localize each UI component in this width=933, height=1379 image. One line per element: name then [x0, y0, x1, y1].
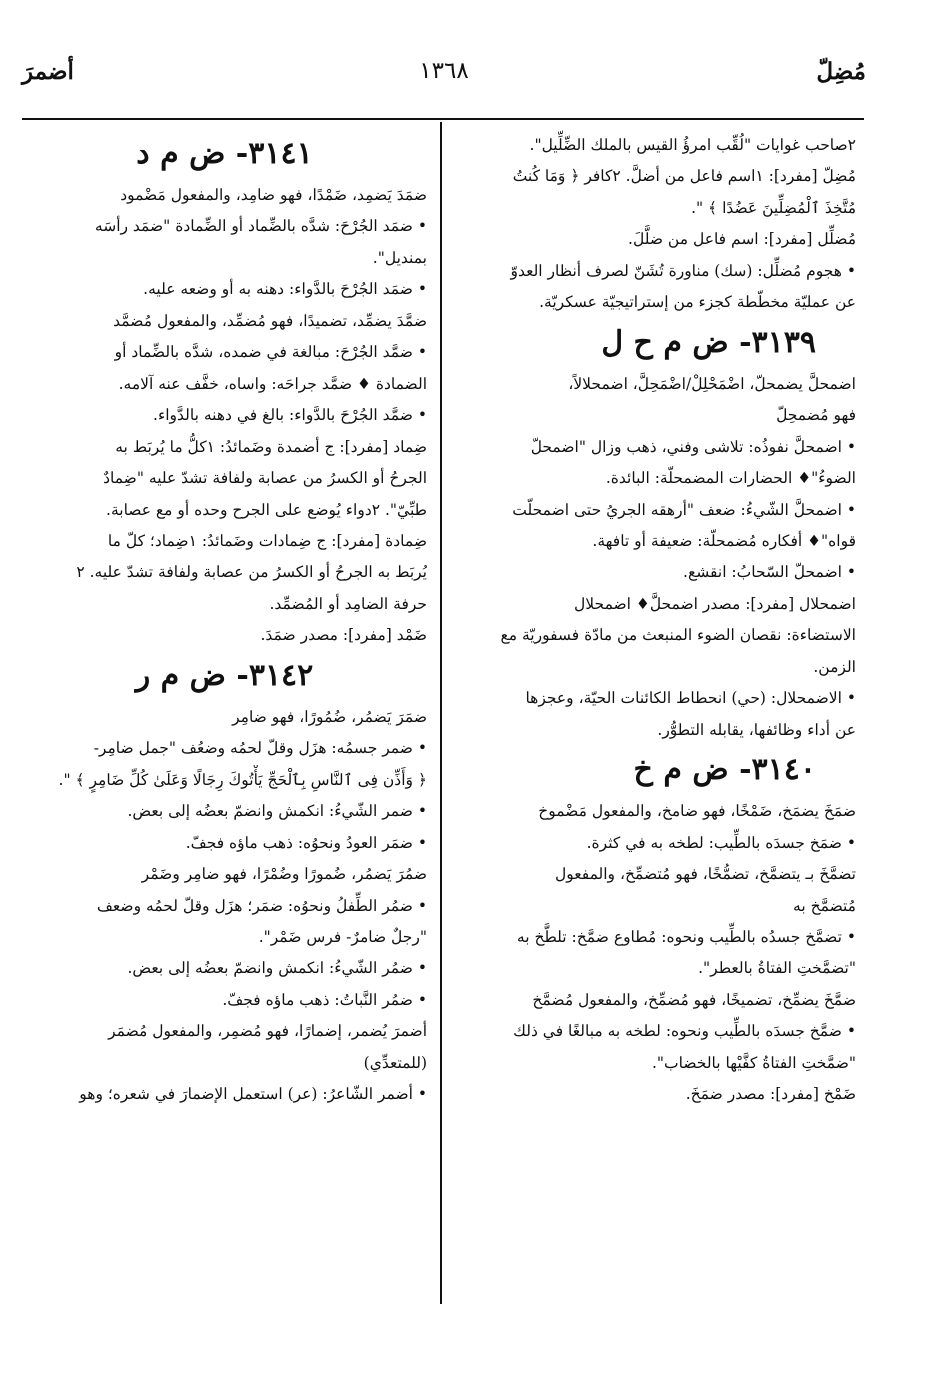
entry-line: عن عمليّة مخطّطة كجزء من إستراتيجيّة عسكريّة. — [539, 293, 856, 312]
entry-line: مُتَّخِذَ ٱلْمُضِلِّينَ عَضُدًا ﴾ ". — [691, 198, 856, 217]
entry-line: يُربَط به الجرحُ أو الكسرُ من عصابة ولفافة تشدّ عليه. ٢ — [76, 563, 427, 582]
entry-line: • ضمُر الشّيءُ: انكمش وانضمّ بعضُه إلى بعض. — [127, 959, 427, 978]
entry-line: • ضمر الشّيءُ: انكمش وانضمّ بعضُه إلى بعض. — [127, 802, 427, 821]
entry-line: • ضمُر الطِّفلُ ونحوُه: ضمَر؛ هزَل وقلّ لحمُه وضعف — [96, 896, 427, 915]
entry-line: ضمَخَ يضمَخ، ضَمْخًا، فهو ضامخ، والمفعول مَضْموخ — [538, 802, 856, 821]
entry-line: مُتضمَّخ به — [793, 896, 856, 915]
entry-line: ضِمادة [مفرد]: ج ضِمادات وضَمائدُ: ١ضِماد؛ كلّ ما — [107, 531, 427, 550]
page-header — [22, 58, 866, 102]
entry-line: "رجلٌ ضامرٌ- فرس ضَمْر". — [258, 927, 427, 946]
header-rule — [22, 118, 864, 120]
entry-line: • اضمحلَّ الشّيءُ: ضعف "أرهقه الجريُ حتى اضمحلّت — [512, 500, 856, 519]
entry-line: ضَمْد [مفرد]: مصدر ضمَدَ. — [260, 626, 427, 645]
entry-line: ضمَّدَ يضمِّد، تضميدًا، فهو مُضمِّد، والمفعول مُضمَّد — [113, 311, 427, 330]
entry-line: ٢صاحب غوايات "لُقِّب امرؤُ القيس بالملك الضِّلِّيل". — [529, 136, 856, 154]
entry-line: عن أداء وظائفها، يقابله التطوُّر. — [657, 720, 856, 739]
entry-line: • اضمحلَّ نفوذُه: تلاشى وفني، ذهب وزال "اضمحلّ — [530, 437, 856, 456]
entry-line: قواه"♦ أفكاره مُضمحلّة: ضعيفة أو تافهة. — [592, 531, 856, 550]
entry-line: الجرحُ أو الكسرُ من عصابة ولفافة تشدّ عليه "ضِمادٌ — [103, 469, 427, 488]
entry-line: • الاضمحلال: (حي) انحطاط الكائنات الحيّة، وعجزها — [525, 689, 856, 708]
page-number: ١٣٦٨ — [419, 58, 469, 84]
entry-line: تضمَّخَ بـ يتضمَّخ، تضمُّخًا، فهو مُتضمِّخ، والمفعول — [554, 865, 856, 884]
entry-line: الضمادة ♦ ضمَّد جراحَه: واساه، خفَّف عنه آلامه. — [118, 374, 427, 393]
entry-line: أضمرَ يُضمر، إضمارًا، فهو مُضمِر، والمفعول مُضمَر — [108, 1022, 427, 1041]
entry-line: • أضمر الشّاعرُ: (عر) استعمل الإضمارَ في شعره؛ وهو — [79, 1085, 427, 1104]
entry-line: ضمُرَ يَضمُر، ضُمورًا وضُمْرًا، فهو ضامِر وضَمْر — [141, 865, 427, 884]
entry-line: • تضمَّخ جسدُه بالطِّيب ونحوه: مُطاوع ضمَّخ: تلطَّخ به — [516, 927, 856, 946]
entry-line: • ضمَر العودُ ونحوُه: ذهب ماؤه فجفّ. — [185, 833, 427, 852]
header-guide-word-left: أضمرَ — [22, 58, 74, 85]
entry-line: ضَمْخ [مفرد]: مصدر ضمَخَ. — [685, 1085, 856, 1104]
header-guide-word-right: مُضِلّ — [816, 58, 866, 85]
root-heading-3140: ٣١٤٠- ض م خ — [633, 752, 816, 788]
root-heading-3141: ٣١٤١- ض م د — [136, 136, 313, 171]
entry-line: • ضمُر النَّباتُ: ذهب ماؤه فجفّ. — [222, 990, 427, 1009]
entry-line: • ضمَخ جسدَه بالطِّيب: لطخه به في كثرة. — [586, 833, 856, 852]
entry-line: الضوءُ"♦ الحضارات المضمحلّة: البائدة. — [605, 469, 856, 488]
entry-line: • ضمَّد الجُرْحَ: مبالغة في ضمده، شدَّه بالضِّماد أو — [114, 343, 427, 362]
column-divider — [440, 122, 442, 1304]
entry-line: حرفة الضامِد أو المُضمِّد. — [269, 594, 427, 613]
entry-line: ضمَدَ يَضمِد، ضَمْدًا، فهو ضامِد، والمفعول مَضْمود — [120, 186, 427, 204]
entry-line: الاستضاءة: نقصان الضوء المنبعث من مادّة فسفوريّة مع — [500, 626, 856, 645]
entry-line: مُضلِّل [مفرد]: اسم فاعل من ضلَّلَ. — [628, 230, 856, 249]
entry-line: • ضمَد الجُرْحَ بالدَّواء: دهنه به أو وضعه عليه. — [143, 280, 427, 299]
entry-line: اضمحلَّ يضمحلّ، اضْمَحْلِلْ/اضْمَحِلَّ، اضمحلالاً، — [568, 374, 856, 393]
entry-line: • ضمَّخ جسدَه بالطِّيب ونحوه: لطخه به مبالغًا في ذلك — [513, 1022, 856, 1041]
left-column — [22, 130, 427, 1111]
root-heading-3142: ٣١٤٢- ض م ر — [135, 657, 314, 693]
entry-line: ﴿ وَأَذِّن فِى ٱلنَّاسِ بِٱلْحَجِّ يَأْتُوكَ رِجَالًا وَعَلَىٰ كُلِّ ضَامِرٍ ﴾ ". — [58, 770, 427, 789]
entry-line: • ضمَّد الجُرْحَ بالدَّواء: بالغ في دهنه بالدَّواء. — [153, 406, 427, 425]
entry-line: "تضمَّختِ الفتاةُ بالعطر". — [698, 959, 856, 978]
entry-line: ضمَرَ يَضمُر، ضُمُورًا، فهو ضامِر — [232, 707, 427, 726]
right-column — [448, 130, 856, 1111]
entry-line: فهو مُضمحِلّ — [776, 406, 856, 425]
entry-line: • ضمر جسمُه: هزَل وقلّ لحمُه وضعُف "جمل ضامِر- — [93, 739, 427, 758]
root-heading-3139: ٣١٣٩- ض م ح ل — [601, 324, 816, 360]
entry-line: مُضِلّ [مفرد]: ١اسم فاعل من أضلَّ. ٢كافر ﴿ وَمَا كُنتُ — [512, 167, 856, 186]
entry-line: • اضمحلّ السّحابُ: انقشع. — [683, 563, 856, 582]
entry-line: بمنديل". — [372, 248, 427, 267]
entry-line: "ضمَّختِ الفتاةُ كفَّيْها بالخضاب". — [652, 1053, 856, 1072]
entry-line: طبِّيّ". ٢دواء يُوضع على الجرح وحده أو مع عصابة. — [106, 500, 427, 519]
entry-line: • ضمَد الجُرْحَ: شدَّه بالضِّماد أو الضِّمادة "ضمَد رأسَه — [94, 217, 427, 236]
entry-line: الزمن. — [813, 657, 856, 676]
entry-line: • هجوم مُضلِّل: (سك) مناورة تُشَنّ لصرف أنظار العدوّ — [510, 261, 856, 280]
entry-line: (للمتعدِّي) — [363, 1053, 427, 1072]
entry-line: ضمَّخَ يضمِّخ، تضميخًا، فهو مُضمِّخ، والمفعول مُضمَّخ — [532, 990, 856, 1009]
entry-line: ضِماد [مفرد]: ج أضمدة وضَمائدُ: ١كلُّ ما يُربَط به — [115, 437, 427, 456]
entry-line: اضمحلال [مفرد]: مصدر اضمحلَّ♦ اضمحلال — [574, 594, 856, 613]
